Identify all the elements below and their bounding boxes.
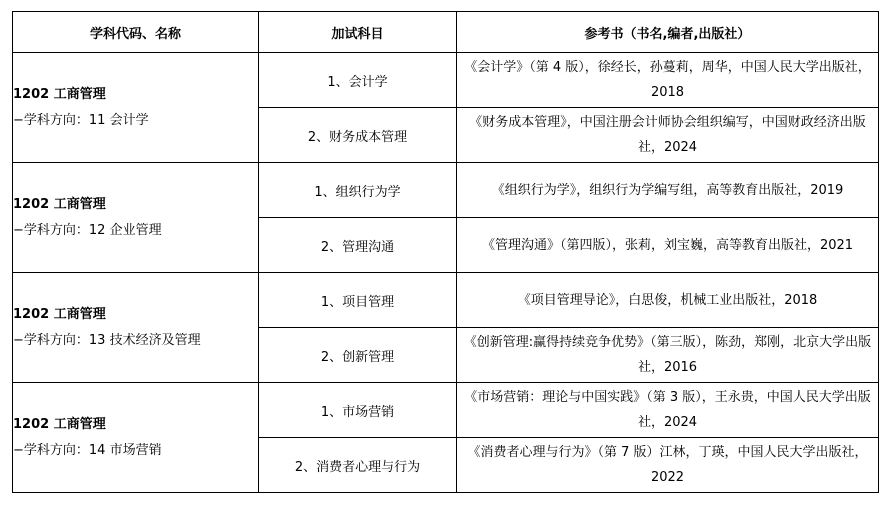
subject-cell: 1、会计学: [259, 53, 457, 108]
reference-book-cell: 《消费者心理与行为》（第 7 版）江林，丁瑛，中国人民大学出版社，2022: [457, 438, 879, 493]
header-program: 学科代码、名称: [13, 12, 259, 53]
program-code-name: 1202 工商管理: [13, 306, 106, 322]
reference-book-cell: 《市场营销：理论与中国实践》（第 3 版），王永贵，中国人民大学出版社，2024: [457, 383, 879, 438]
table-row: [13, 163, 879, 218]
exam-subjects-table: [12, 11, 879, 493]
program-cell: [13, 273, 259, 383]
program-direction: −学科方向：14 市场营销: [13, 442, 162, 458]
program-cell: [13, 383, 259, 493]
subject-cell: 1、组织行为学: [259, 163, 457, 218]
reference-book-cell: 《创新管理:赢得持续竞争优势》（第三版），陈劲，郑刚，北京大学出版社，2016: [457, 328, 879, 383]
table-row: [13, 273, 879, 328]
subject-cell: 1、市场营销: [259, 383, 457, 438]
program-cell: [13, 163, 259, 273]
header-reference-book: 参考书（书名,编者,出版社）: [457, 12, 879, 53]
reference-book-cell: 《项目管理导论》，白思俊，机械工业出版社，2018: [457, 273, 879, 328]
reference-book-cell: 《会计学》（第 4 版），徐经长，孙蔓莉，周华，中国人民大学出版社，2018: [457, 53, 879, 108]
table-row: [13, 383, 879, 438]
program-direction: −学科方向：13 技术经济及管理: [13, 332, 201, 348]
subject-cell: 2、创新管理: [259, 328, 457, 383]
header-row: [13, 12, 879, 53]
program-direction: −学科方向：12 企业管理: [13, 222, 162, 238]
subject-cell: 2、消费者心理与行为: [259, 438, 457, 493]
reference-book-cell: 《组织行为学》，组织行为学编写组，高等教育出版社，2019: [457, 163, 879, 218]
program-cell: [13, 53, 259, 163]
program-code-name: 1202 工商管理: [13, 196, 106, 212]
program-code-name: 1202 工商管理: [13, 416, 106, 432]
program-code-name: 1202 工商管理: [13, 86, 106, 102]
header-subject: 加试科目: [259, 12, 457, 53]
subject-cell: 2、管理沟通: [259, 218, 457, 273]
subject-cell: 1、项目管理: [259, 273, 457, 328]
table-row: [13, 53, 879, 108]
reference-book-cell: 《管理沟通》（第四版），张莉，刘宝巍，高等教育出版社，2021: [457, 218, 879, 273]
reference-book-cell: 《财务成本管理》，中国注册会计师协会组织编写，中国财政经济出版社，2024: [457, 108, 879, 163]
program-direction: −学科方向：11 会计学: [13, 112, 149, 128]
subject-cell: 2、财务成本管理: [259, 108, 457, 163]
